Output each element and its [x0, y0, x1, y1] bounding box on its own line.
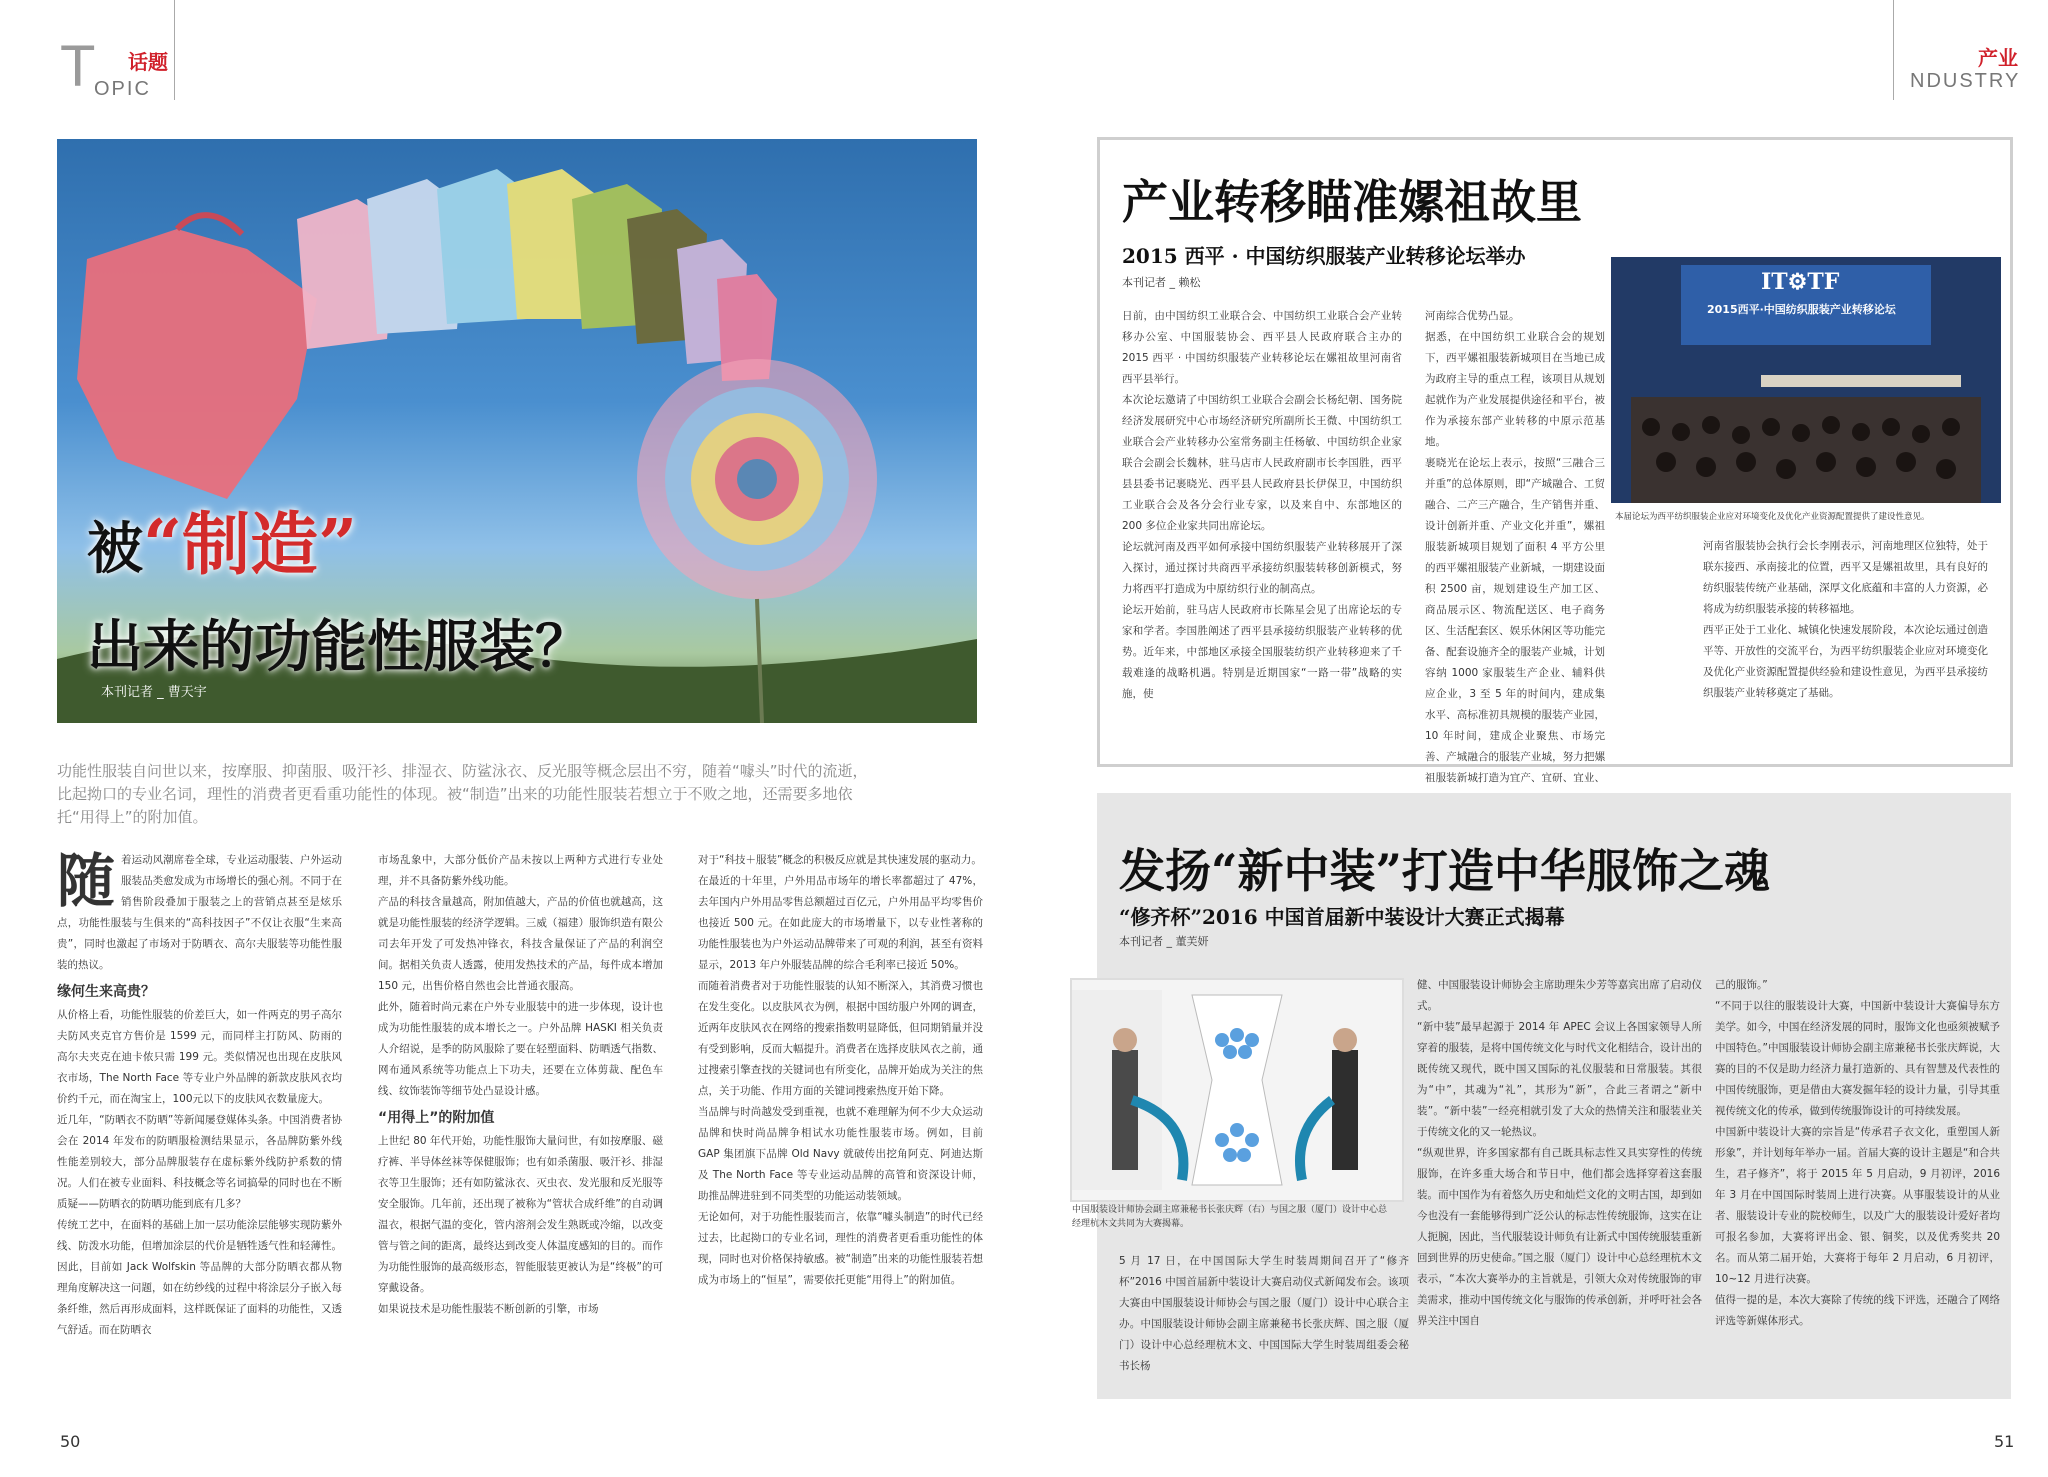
article3-subtitle: “修齐杯”2016 中国首届新中装设计大赛正式揭幕 — [1119, 905, 1565, 929]
hero-title — [87, 505, 787, 683]
article3-panel — [1072, 793, 2011, 1399]
left-section-header — [52, 18, 202, 98]
forum-banner-cn: 2015西平·中国纺织服装产业转移论坛 — [1707, 303, 1896, 316]
ceremony-photo — [1070, 978, 1404, 1202]
hero-title-line2: 出来的功能性服装？ — [87, 614, 591, 680]
section-word: OPIC — [94, 78, 151, 100]
article3-col2: 健、中国服装设计师协会主席助理朱少芳等嘉宾出席了启动仪式。 “新中装”最早起源于 2014 年 APEC 会议上各国家领导人所穿着的服装，是将中国传统文化与时代文化相结合，设计出的既传统又现代，既中国又国际的礼仪服装和日常服装。其很为“中”，其魂为“礼”，其形为“新”，合此三者谓之“新中装”。“新中装”一经亮相就引发了大众的热情关注和服装业关于传统文化的又一轮热议。 “纵观世界，许多国家都有自己既具标志性又具实穿性的传统服饰，在许多重大场合和节日中，他们都会选择穿着这套服装。而中国作为有着悠久历史和灿烂文化的文明古国，却到如今也没有一套能够得到广泛公认的标志性传统服饰，这实在让人扼腕，因此，当代服装设计师负有让新式中国传统服装重新回到世界的历史使命。”国之服（厦门）设计中心总经理杭木文表示，“本次大赛举办的主旨就是，引领大众对传统服饰的审美需求，推动中国传统文化与服饰的传承创新，并呼吁社会各界关注中国自 — [1417, 979, 1702, 1327]
article2-col2: 河南综合优势凸显。 据悉，在中国纺织工业联合会的规划下，西平嫘祖服装新城项目在当地已成为政府主导的重点工程，该项目从规划起就作为产业发展提供途径和平台，被作为承接东部产业转移的中原示范基地。 裹晓光在论坛上表示，按照“三融合三并重”的总体原则，即“产城融合、工贸融合、二产三产融合，生产销售并重、设计创新并重、产业文化并重”，嫘祖服装新城项目规划了面积 4 平方公里的西平嫘祖服装产业新城，一期建设面积 2500 亩，规划建设生产加工区、商品展示区、物流配送区、电子商务区、生活配套区、娱乐休闲区等功能完备、配套设施齐全的服装产业城，计划容纳 1000 家服装生产企业、辅料供应企业，3 至 5 年的时间内，建成集水平、高标准初具规模的服装产业园，10 年时间，建成企业聚焦、市场完善、产城融合的服装产业城，努力把嫘祖服装新城打造为宜产、宜研、宜业、 — [1425, 310, 1605, 784]
unveiling-ceremony-photo — [1072, 980, 1402, 1200]
page-number-right: 51 — [1994, 1432, 2015, 1451]
section-word: NDUSTRY — [1910, 70, 2021, 92]
section-cn: 产业 — [1978, 46, 2018, 70]
article1-col1b-text: 从价格上看，功能性服装的价差巨大，如一件两克的男子高尔夫防风夹克官方售价是 1599 元，而同样主打防风、防雨的高尔夫夹克在迪卡侬只需 199 元。类似情况也出现在皮肤风衣市场，The North Face 等专业户外品牌的新款皮肤风衣均价约千元，而在淘宝上，100元以下的皮肤风衣数量庞大。 近几年，“防晒衣不防晒”等新闻屡登媒体头条。中国消费者协会在 2014 年发布的防晒服检测结果显示，各品牌防紫外线性能差别较大，部分品牌服装存在虚标紫外线防护系数的情况。人们在被专业面料、科技概念等名词搞晕的同时也在不断质疑——防晒衣的防晒功能到底有几多？ 传统工艺中，在面料的基础上加一层功能涂层能够实现防紫外线、防泼水功能，但增加涂层的代价是牺牲透气性和轻薄性。因此，目前如 Jack Wolfskin 等品牌的大部分防晒衣都从物理角度解决这一问题，如在纺纱线的过程中将涂层分子嵌入每条纤维，然后再形成面料，这样既保证了面料的功能性，又透气舒适。而在防晒衣 — [57, 1009, 342, 1336]
article2-col3: 河南省服装协会执行会长李刚表示，河南地理区位独特，处于联东接西、承南接北的位置，西平又是嫘祖故里，具有良好的纺织服装传统产业基础，深厚文化底蕴和丰富的人力资源，必将成为纺织服装承接的转移福地。 西平正处于工业化、城镇化快速发展阶段，本次论坛通过创造平等、开放性的交流平台，为西平纺织服装企业应对环境变化及优化产业资源配置提供经验和建设性意见，为西平县承接纺织服装产业转移奠定了基础。 — [1703, 540, 1988, 699]
forum-banner-logo: IT⚙TF — [1761, 269, 1840, 295]
article1-subhead2: “用得上”的附加值 — [378, 1110, 495, 1126]
article2-col1: 日前，由中国纺织工业联合会、中国纺织工业联合会产业转移办公室、中国服装协会、西平县人民政府联合主办的 2015 西平 · 中国纺织服装产业转移论坛在嫘祖故里河南省西平县举行。 本次论坛邀请了中国纺织工业联合会副会长杨纪朝、国务院经济发展研究中心市场经济研究所副所长王微、中国纺织工业联合会产业转移办公室常务副主任杨敏、中国纺织企业家联合会副会长魏林，驻马店市人民政府副市长李国胜，西平县县委书记裹晓光、西平县人民政府县长伊保卫，中国纺织工业联合会及各分会行业专家，以及来自中、东部地区的 200 多位企业家共同出席论坛。 论坛就河南及西平如何承接中国纺织服装产业转移展开了深入探讨，通过探讨共商西平承接纺织服装转移创新模式，努力将西平打造成为中原纺织行业的制高点。 论坛开始前，驻马店人民政府市长陈星会见了出席论坛的专家和学者。李国胜阐述了西平县承接纺织服装产业转移的优势。近年来，中部地区承接全国服装纺织产业转移迎来了千载难逢的战略机遇。特别是近期国家“一路一带”战略的实施，使 — [1122, 310, 1402, 700]
hero-byline: 本刊记者 _ 曹天宇 — [101, 685, 207, 700]
article2-panel — [1097, 137, 2013, 784]
forum-photo — [1611, 257, 2001, 503]
article1-col1 — [57, 847, 342, 1341]
article1-col3-text: 对于“科技＋服装”概念的积极反应就是其快速发展的驱动力。 在最近的十年里，户外用品市场年的增长率都超过了 47%，去年国内户外用品零售总额超过百亿元，户外用品平均零售价也接近 500 元。在如此庞大的市场增量下，以专业性著称的功能性服装也为户外运动品牌带来了可观的利润，甚至有资料显示，2013 年户外服装品牌的综合毛利率已接近 50%。 而随着消费者对于功能性服装的认知不断深入，其消费习惯也在发生变化。以皮肤风衣为例，根据中国纺服户外网的调查，近两年皮肤风衣在网络的搜索指数明显降低，但同期销量并没有受到影响，反而大幅提升。消费者在选择皮肤风衣之前，通过搜索引擎查找的关键词也有所变化，品牌开始成为关注的焦点，关于功能、作用方面的关键词搜索热度开始下降。 当品牌与时尚越发受到重视，也就不难理解为何不少大众运动品牌和快时尚品牌争相试水功能性服装市场。例如，目前 GAP 集团旗下品牌 Old Navy 就破传出挖角阿克、阿迪达斯及 The North Face 等专业运动品牌的高管和资深设计师，助推品牌进驻到不同类型的功能运动装领域。 无论如何，对于功能性服装而言，依靠“噱头制造”的时代已经过去，比起拗口的专业名词，理性的消费者更看重功能性的体现，同时也对价格保持敏感。被“制造”出来的功能性服装若想成为市场上的“恒星”，需要依托更能“用得上”的附加值。 — [698, 854, 983, 1286]
article2-byline: 本刊记者 _ 赖松 — [1122, 276, 1201, 289]
article-intro: 功能性服装自问世以来，按摩服、抑菌服、吸汗衫、排湿衣、防鲨泳衣、反光服等概念层出不穷，随着“噱头”时代的流逝，比起拗口的专业名词，理性的消费者更看重功能性的体现。被“制造”出来的功能性服装若想立于不败之地，还需要多地依托“用得上”的附加值。 — [57, 762, 868, 826]
dropcap: 随 — [57, 847, 116, 915]
section-cn: 话题 — [128, 50, 168, 74]
article3-title: 发扬“新中装”打造中华服饰之魂 — [1119, 844, 1770, 898]
article1-col2-text: 市场乱象中，大部分低价产品未按以上两种方式进行专业处理，并不具备防紫外线功能。 产品的科技含量越高，附加值越大，产品的价值也就越高，这就是功能性服装的经济学逻辑。三威（福建）服饰织造有限公司去年开发了可发热冲锋衣，科技含量保证了产品的利润空间。据相关负责人透露，使用发热技术的产品，每件成本增加 150 元，出售价格自然也会比普通衣服高。 此外，随着时尚元素在户外专业服装中的进一步体现，设计也成为功能性服装的成本增长之一。户外品牌 HASKI 相关负责人介绍说，是季的防风服除了要在轻塑面料、防晒透气指数、网布通风系统等功能点上下功夫，还要在立体剪裁、配色车线、纹饰装饰等细节处凸显设计感。 — [378, 854, 663, 1097]
section-letter: T — [60, 34, 96, 99]
article3-byline: 本刊记者 _ 董芙妍 — [1119, 935, 1209, 948]
article1-col3 — [698, 850, 983, 1291]
article2-title: 产业转移瞄准嫘祖故里 — [1122, 175, 1582, 229]
page-number-left: 50 — [60, 1432, 81, 1451]
article3-col1: 5 月 17 日，在中国国际大学生时装周期间召开了“修齐杯”2016 中国首届新中装设计大赛启动仪式新闻发布会。该项大赛由中国服装设计师协会与国之服（厦门）设计中心联合主办。中国服装设计师协会副主席兼秘书长张庆辉、国之服（厦门）设计中心总经理杭木文、中国国际大学生时装周组委会秘书长杨 — [1119, 1255, 1409, 1372]
article1-subhead1: 缘何生来高贵？ — [57, 984, 155, 1000]
hero-image — [57, 139, 977, 723]
article3-col3: 己的服饰。” “不同于以往的服装设计大赛，中国新中装设计大赛偏导东方美学。如今，中国在经济发展的同时，服饰文化也亟须被赋予中国特色。”中国服装设计师协会副主席兼秘书长张庆辉说，大赛的目的不仅是助力经济力量打造新的、具有智慧及代表性的中国传统服饰，更是借由大赛发掘年轻的设计力量，引导其重视传统文化的传承，做到传统服饰设计的可持续发展。 中国新中装设计大赛的宗旨是“传承君子衣文化，重塑国人新形象”，并计划每年举办一届。首届大赛的设计主题是“和合共生，君子修齐”，将于 2015 年 5 月启动，9 月初评，2016 年 3 月在中国国际时装周上进行决赛。从事服装设计的从业者、服装设计专业的院校师生，以及广大的服装设计爱好者均可报名参加，大赛将评出金、银、铜奖，以及优秀奖共 20 名。而从第二届开始，大赛将于每年 2 月启动，6 月初评，10~12 月进行决赛。 值得一提的是，本次大赛除了传统的线下评选，还融合了网络评选等新媒体形式。 — [1715, 979, 2000, 1327]
header-rule-left — [174, 0, 175, 100]
hero-title-prefix: 被 — [87, 516, 143, 582]
article2-subtitle: 2015 西平 · 中国纺织服装产业转移论坛举办 — [1122, 244, 1526, 268]
article1-col2b-text: 上世纪 80 年代开始，功能性服饰大量问世，有如按摩服、磁疗裤、半导体丝袜等保健服饰；也有如杀菌服、吸汗衫、排湿衣等卫生服饰；还有如防鲨泳衣、灭虫衣、发光服和反光服等安全服饰。几年前，还出现了被称为“管状合成纤维”的自动调温衣，根据气温的变化，管内溶剂会发生熟既或冷缩，以改变管与管之间的距离，最终达到改变人体温度感知的目的。而作为功能性服饰的最高级形态，智能服装更被认为是“终极”的可穿戴设备。 如果说技术是功能性服装不断创新的引擎，市场 — [378, 1135, 663, 1315]
ceremony-photo-caption: 中国服装设计师协会副主席兼秘书长张庆辉（右）与国之服（厦门）设计中心总经理杭木文共同为大赛揭幕。 — [1072, 1205, 1388, 1229]
article1-col2 — [378, 850, 663, 1320]
right-section-header — [1890, 18, 2040, 98]
article1-col1-text: 着运动风潮席卷全球，专业运动服装、户外运动服装品类愈发成为市场增长的强心剂。不同于在销售阶段叠加于服装之上的营销点甚至是炫乐点，功能性服装与生俱来的“高科技因子”不仅让衣服“生来高贵”，同时也激起了市场对于防晒衣、高尔夫服装等功能性服装的热议。 — [57, 854, 342, 971]
hero-title-highlight: “制造” — [143, 505, 358, 585]
forum-photo-caption: 本届论坛为西平纺织服装企业应对环境变化及优化产业资源配置提供了建设性意见。 — [1615, 512, 1930, 522]
